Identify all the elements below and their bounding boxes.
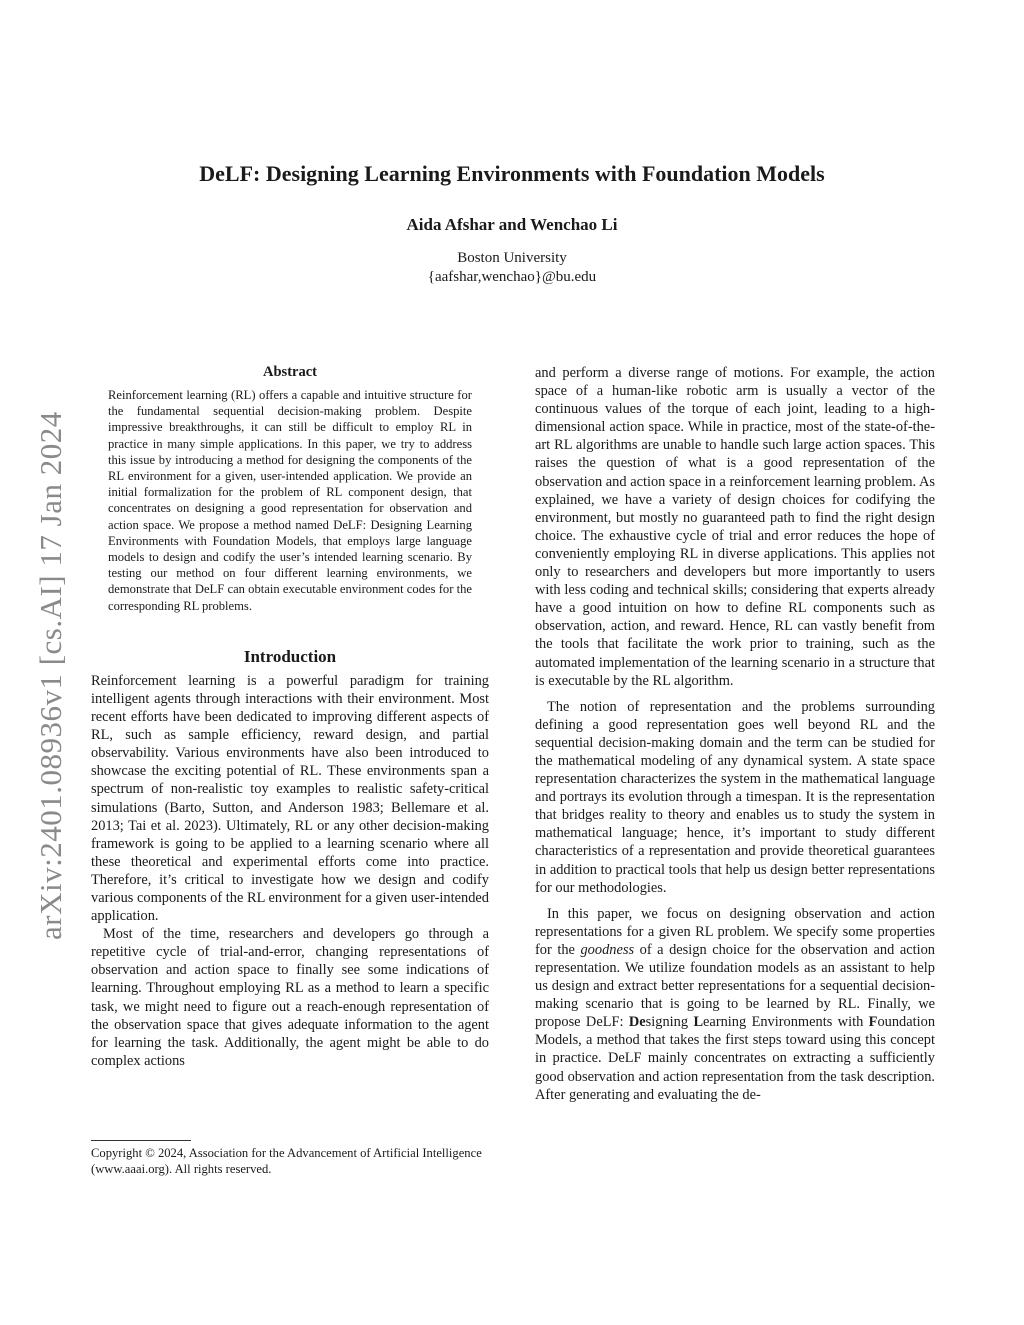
- paper-authors: Aida Afshar and Wenchao Li: [406, 215, 618, 234]
- p5-part-a: In this paper, we focus on designing observation and action representations for a given RL problem. We specify some properties for the: [535, 905, 935, 958]
- abstract-text: Reinforcement learning (RL) offers a capable and intuitive structure for the fundamental sequential decision-making problem. Despite impressive breakthroughs, it can still be difficult to employ RL in practice in many simple applications. In this paper, we try to address this issue by introducing a method for designing the components of the RL environment for a given, user-intended application. We provide an initial formalization for the problem of RL component design, that concentrates on designing a good representation for observation and action space. We propose a method named DeLF: Designing Learning Environments with Foundation Models, that employs large language models to design and codify the user’s intended learning scenario. By testing our method on four different learning environments, we demonstrate that DeLF can obtain executable environment codes for the corresponding RL problems.: [108, 388, 472, 613]
- p5-part-c: signing: [645, 1014, 694, 1031]
- intro-paragraph-3: and perform a diverse range of motions. For example, the action space of a human-like robotic arm is usually a vector of the continuous values of the torque of each joint, leading to a high-dimensional action space. While in practice, most of the state-of-the-art RL algorithms are unable to handle such large action spaces. This raises the question of what is a good representation of the observation and action space in a reinforcement learning problem. As explained, we have a variety of design choices for codifying the environment, but mostly no guaranteed path to find the right design choice. The exhaustive cycle of trial and error reduces the hope of conveniently employing RL in diverse applications. This applies not only to researchers and developers but more importantly to users with less coding and technical skills; considering that experts already have a good intuition on how to define RL components such as observation, action, and reward. Hence, RL can vastly benefit from the tools that facilitate the work prior to training, such as the automated implementation of the learning scenario in a structure that is executable by the RL algorithm.: [535, 365, 935, 689]
- intro-paragraph-2: Most of the time, researchers and developers go through a repetitive cycle of trial-and-error, changing representations of observation and action space to finally see some indications of learning. Throughout employing RL as a method to learn a specific task, we might need to figure out a reach-enough representation of the observation space that gives adequate information to the agent for learning the task. Additionally, the agent might be able to do complex actions: [91, 926, 489, 1069]
- p5-part-d: earning Environments with: [703, 1014, 869, 1031]
- arxiv-identifier: arXiv:2401.08936v1 [cs.AI] 17 Jan 2024: [33, 411, 68, 940]
- intro-paragraph-1: Reinforcement learning is a powerful paradigm for training intelligent agents through interactions with their environment. Most recent efforts have been dedicated to improving different aspects of RL, such as sample efficiency, reward design, and partial observability. Various environments have also been introduced to showcase the exciting potential of RL. These environments span a spectrum of non-realistic toy examples to realistic safety-critical simulations (Barto, Sutton, and Anderson 1983; Bellemare et al. 2013; Tai et al. 2023). Ultimately, RL or any other decision-making framework is going to be applied to a learning scenario where all these theoretical and experimental efforts come into practice. Therefore, it’s critical to investigate how we design and codify various components of the RL environment for a given user-intended application.: [91, 672, 489, 925]
- right-column: [535, 364, 935, 1104]
- left-column: [91, 364, 489, 1070]
- intro-paragraph-4: The notion of representation and the problems surrounding defining a good representation goes well beyond RL and the sequential decision-making domain and the term can be studied for the mathematical modeling of any dynamical system. A state space representation characterizes the system in the mathematical language and portrays its evolution through a timespan. It is the representation that bridges reality to theory and enables us to study the system in mathematical language; hence, it’s important to study different characteristics of a representation and provide theoretical guarantees in addition to practical tools that help us design better representations for our methodologies.: [535, 698, 935, 896]
- affiliation: Boston University: [457, 250, 567, 266]
- acronym-l: L: [693, 1014, 704, 1031]
- abstract-heading: Abstract: [263, 364, 317, 380]
- p5-part-b: of a design choice for the observation and action representation. We utilize foundation models as an assistant to help us design and extract better representations for a sequential decision-making scenario that is going to be learned by RL. Finally, we propose DeLF:: [535, 941, 935, 1031]
- acronym-de: De: [628, 1014, 646, 1031]
- goodness-emphasis: goodness: [580, 941, 635, 958]
- p5-part-e: oundation Models, a method that takes the first steps toward using this concept in practice. DeLF mainly concentrates on extracting a sufficiently good observation and action representation from the task description. After generating and evaluating the de-: [535, 1014, 936, 1103]
- affiliation-block: [100, 249, 924, 287]
- footnote-rule: [91, 1140, 191, 1141]
- introduction-heading: Introduction: [243, 646, 337, 666]
- author-email: {aafshar,wenchao}@bu.edu: [427, 269, 597, 285]
- acronym-f: F: [868, 1014, 878, 1031]
- intro-paragraph-5: [535, 905, 935, 1104]
- paper-title: DeLF: Designing Learning Environments with Foundation Models: [199, 161, 825, 186]
- copyright-footnote: Copyright © 2024, Association for the Advancement of Artificial Intelligence (www.aaai.org). All rights reserved.: [91, 1146, 482, 1176]
